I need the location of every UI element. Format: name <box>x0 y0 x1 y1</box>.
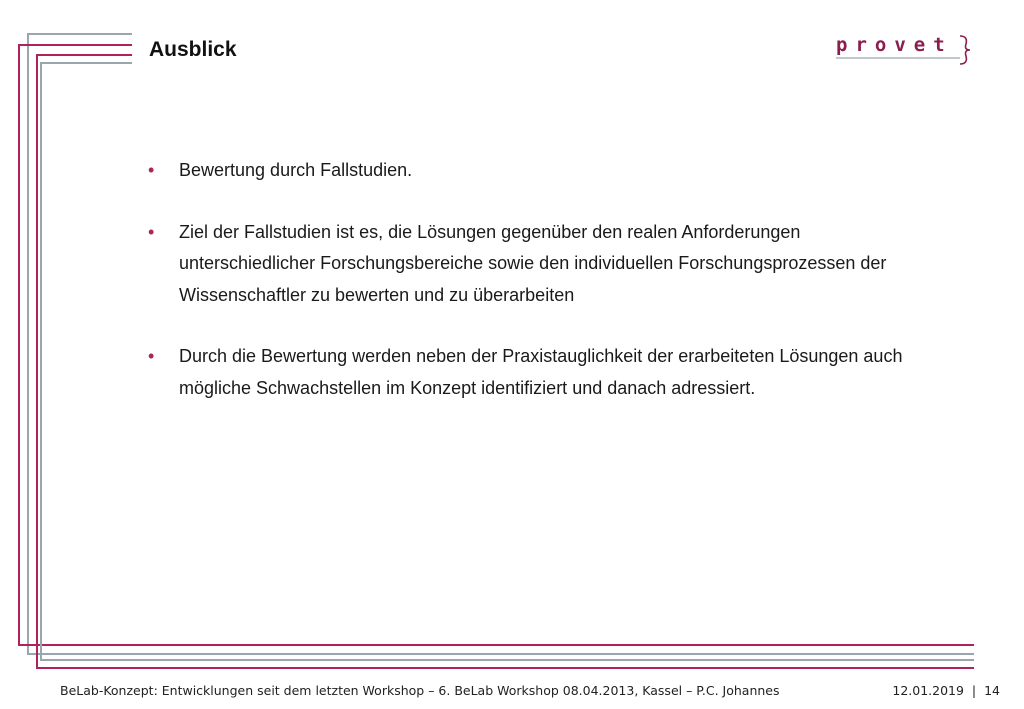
footer-page-info <box>892 683 1000 698</box>
bullet-list <box>148 155 928 434</box>
footer-date: 12.01.2019 <box>892 683 964 698</box>
logo-text: provet <box>836 34 953 56</box>
bullet-icon: • <box>148 221 155 242</box>
logo-brace-icon <box>834 30 974 70</box>
bullet-icon: • <box>148 346 155 366</box>
slide-title: Ausblick <box>149 38 237 61</box>
page-number: 14 <box>984 683 1000 698</box>
bullet-text: Durch die Bewertung werden neben der Praxistauglichkeit der erarbeiteten Lösungen auch mögliche Schwachstellen im Konzept identifiziert und danach adressiert. <box>179 346 903 398</box>
footer-caption: BeLab-Konzept: Entwicklungen seit dem letzten Workshop – 6. BeLab Workshop 08.04.2013, Kassel – P.C. Johannes <box>60 683 780 698</box>
bullet-icon: • <box>148 160 155 180</box>
bullet-item <box>148 341 928 404</box>
bullet-text: Bewertung durch Fallstudien. <box>179 160 413 180</box>
bullet-item <box>148 155 928 187</box>
bullet-text: Ziel der Fallstudien ist es, die Lösungen gegenüber den realen Anforderungen unterschiedlicher Forschungsbereiche sowie den individuellen Forschungsprozessen der Wissenschaftler zu bewerten und zu überarbeiten <box>179 221 887 305</box>
provet-logo <box>834 30 974 70</box>
bullet-item <box>148 217 928 312</box>
footer-separator: | <box>971 683 977 698</box>
